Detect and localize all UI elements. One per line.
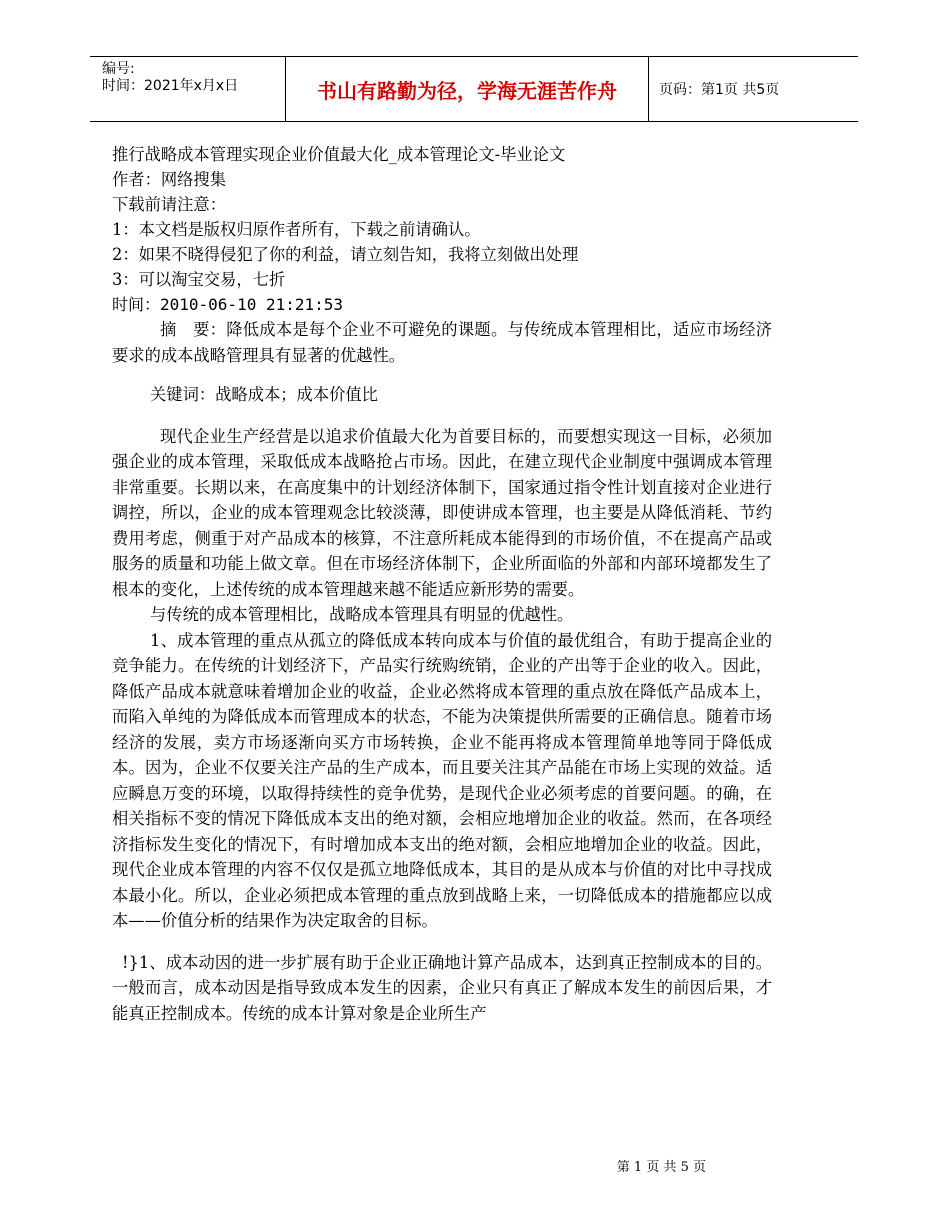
download-notice-heading: 下载前请注意：	[112, 195, 226, 214]
body-paragraph-4: !}1、成本动因的进一步扩展有助于企业正确地计算产品成本，达到真正控制成本的目的。一般而言，成本动因是指导致成本发生的因素，企业只有真正了解成本发生的前因后果，才能真正控制成本。传统的成本计算对象是企业所生产	[112, 952, 772, 1023]
article-title: 推行战略成本管理实现企业价值最大化_成本管理论文-毕业论文	[112, 145, 566, 164]
time-label: 时间：2021年x月x日	[102, 78, 239, 94]
header-meta-cell	[90, 57, 286, 121]
download-notice-3: 3：可以淘宝交易，七折	[112, 270, 286, 289]
document-header	[90, 56, 858, 122]
page-footer: 第 1 页 共 5 页	[616, 1160, 706, 1175]
article-author: 作者：网络搜集	[112, 170, 226, 189]
keywords-paragraph: 关键词：战略成本；成本价值比	[150, 385, 378, 404]
body-paragraph-2: 与传统的成本管理相比，战略成本管理具有明显的优越性。	[150, 605, 574, 624]
download-notice-2: 2：如果不晓得侵犯了你的利益，请立刻告知，我将立刻做出处理	[112, 245, 579, 264]
serial-label: 编号:	[102, 61, 135, 77]
document-body	[112, 142, 772, 1026]
article-meta	[112, 142, 772, 317]
body-paragraph-1: 现代企业生产经营是以追求价值最大化为首要目标的，而要想实现这一目标，必须加强企业的成本管理，采取低成本战略抢占市场。因此，在建立现代企业制度中强调成本管理非常重要。长期以来，在高度集中的计划经济体制下，国家通过指令性计划直接对企业进行调控，所以，企业的成本管理观念比较淡薄，即使讲成本管理，也主要是从降低消耗、节约费用考虑，侧重于对产品成本的核算，不注意所耗成本能得到的市场价值，不在提高产品或服务的质量和功能上做文章。但在市场经济体制下，企业所面临的外部和内部环境都发生了根本的变化，上述传统的成本管理越来越不能适应新形势的需要。	[112, 426, 772, 599]
header-motto: 书山有路勤为径，学海无涯苦作舟	[286, 57, 649, 121]
body-paragraph-3: 1、成本管理的重点从孤立的降低成本转向成本与价值的最优组合，有助于提高企业的竞争能力。在传统的计划经济下，产品实行统购统销，企业的产出等于企业的收入。因此，降低产品成本就意味着增加企业的收益，企业必然将成本管理的重点放在降低产品成本上，而陷入单纯的为降低成本而管理成本的状态，不能为决策提供所需要的正确信息。随着市场经济的发展，卖方市场逐渐向买方市场转换，企业不能再将成本管理简单地等同于降低成本。因为，企业不仅要关注产品的生产成本，而且要关注其产品能在市场上实现的效益。适应瞬息万变的环境，以取得持续性的竞争优势，是现代企业必须考虑的首要问题。的确，在相关指标不变的情况下降低成本支出的绝对额，会相应地增加企业的收益。然而，在各项经济指标发生变化的情况下，有时增加成本支出的绝对额，会相应地增加企业的收益。因此，现代企业成本管理的内容不仅仅是孤立地降低成本，其目的是从成本与价值的对比中寻找成本最小化。所以，企业必须把成本管理的重点放到战略上来，一切降低成本的措施都应以成本——价值分析的结果作为决定取舍的目标。	[112, 630, 772, 930]
header-page-number: 页码：第1页 共5页	[659, 82, 780, 98]
download-notice-1: 1：本文档是版权归原作者所有，下载之前请确认。	[112, 220, 481, 239]
abstract-paragraph: 摘 要：降低成本是每个企业不可避免的课题。与传统成本管理相比，适应市场经济要求的成本战略管理具有显著的优越性。	[112, 320, 772, 365]
article-time: 时间：2010-06-10 21:21:53	[112, 295, 344, 314]
